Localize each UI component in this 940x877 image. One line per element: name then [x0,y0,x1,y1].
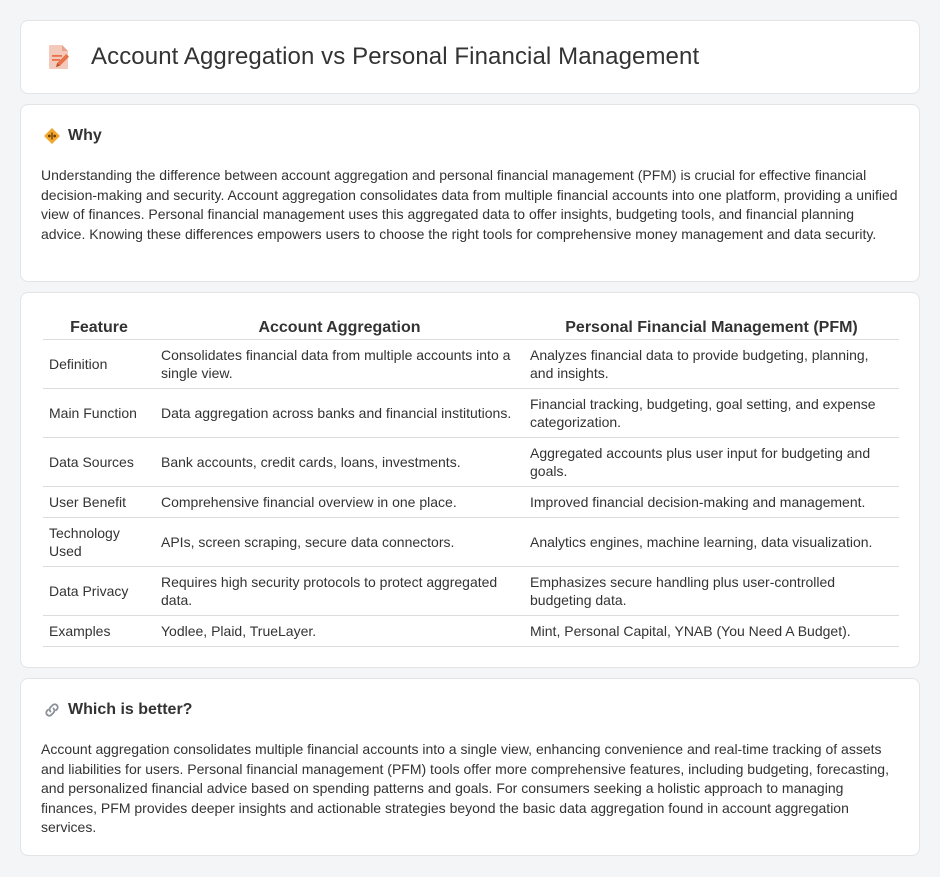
table-row [43,340,899,389]
feature-cell: Definition [43,340,155,389]
feature-cell: Data Privacy [43,567,155,616]
why-title: Why [68,127,102,144]
header-card [20,20,920,94]
table-header-row [43,315,899,340]
page-title: Account Aggregation vs Personal Financial Management [91,43,700,70]
pfm-cell: Financial tracking, budgeting, goal setting, and expense categorization. [524,389,899,438]
document-edit-icon [47,43,71,71]
column-header-feature: Feature [43,315,155,340]
better-title: Which is better? [68,701,193,718]
table-row [43,567,899,616]
why-card [20,104,920,282]
diamond-warning-icon [43,127,61,145]
table-row [43,438,899,487]
header-row [47,43,699,71]
table-row [43,389,899,438]
which-is-better-card [20,678,920,856]
aggregation-cell: Data aggregation across banks and financial institutions. [155,389,524,438]
feature-cell: Technology Used [43,518,155,567]
aggregation-cell: APIs, screen scraping, secure data connectors. [155,518,524,567]
pfm-cell: Emphasizes secure handling plus user-controlled budgeting data. [524,567,899,616]
pfm-cell: Analytics engines, machine learning, data visualization. [524,518,899,567]
aggregation-cell: Yodlee, Plaid, TrueLayer. [155,616,524,647]
pfm-cell: Analyzes financial data to provide budgeting, planning, and insights. [524,340,899,389]
table-row [43,487,899,518]
link-icon [43,701,61,719]
comparison-table [43,315,899,647]
why-heading [43,127,102,145]
feature-cell: Examples [43,616,155,647]
better-text: Account aggregation consolidates multiple financial accounts into a single view, enhancing convenience and real-time tracking of assets and liabilities for users. Personal financial management (PFM) tools offer more comprehensive features, including budgeting, forecasting, and personalized financial advice based on spending patterns and goals. For consumers seeking a holistic approach to managing finances, PFM provides deeper insights and actionable strategies beyond the basic data aggregation found in account aggregation services. [41,741,889,835]
better-heading [43,701,192,719]
column-header-account-aggregation: Account Aggregation [155,315,524,340]
pfm-cell: Aggregated accounts plus user input for budgeting and goals. [524,438,899,487]
feature-cell: Main Function [43,389,155,438]
table-row [43,616,899,647]
why-text: Understanding the difference between account aggregation and personal financial management (PFM) is crucial for effective financial decision-making and security. Account aggregation consolidates data from multiple financial accounts into one platform, providing a unified view of finances. Personal financial management uses this aggregated data to offer insights, budgeting tools, and financial planning advice. Knowing these differences empowers users to choose the right tools for comprehensive money management and data security. [41,167,898,242]
comparison-card [20,292,920,668]
aggregation-cell: Bank accounts, credit cards, loans, investments. [155,438,524,487]
aggregation-cell: Requires high security protocols to protect aggregated data. [155,567,524,616]
column-header-pfm: Personal Financial Management (PFM) [524,315,899,340]
aggregation-cell: Comprehensive financial overview in one place. [155,487,524,518]
aggregation-cell: Consolidates financial data from multiple accounts into a single view. [155,340,524,389]
feature-cell: Data Sources [43,438,155,487]
pfm-cell: Improved financial decision-making and management. [524,487,899,518]
feature-cell: User Benefit [43,487,155,518]
pfm-cell: Mint, Personal Capital, YNAB (You Need A Budget). [524,616,899,647]
table-row [43,518,899,567]
